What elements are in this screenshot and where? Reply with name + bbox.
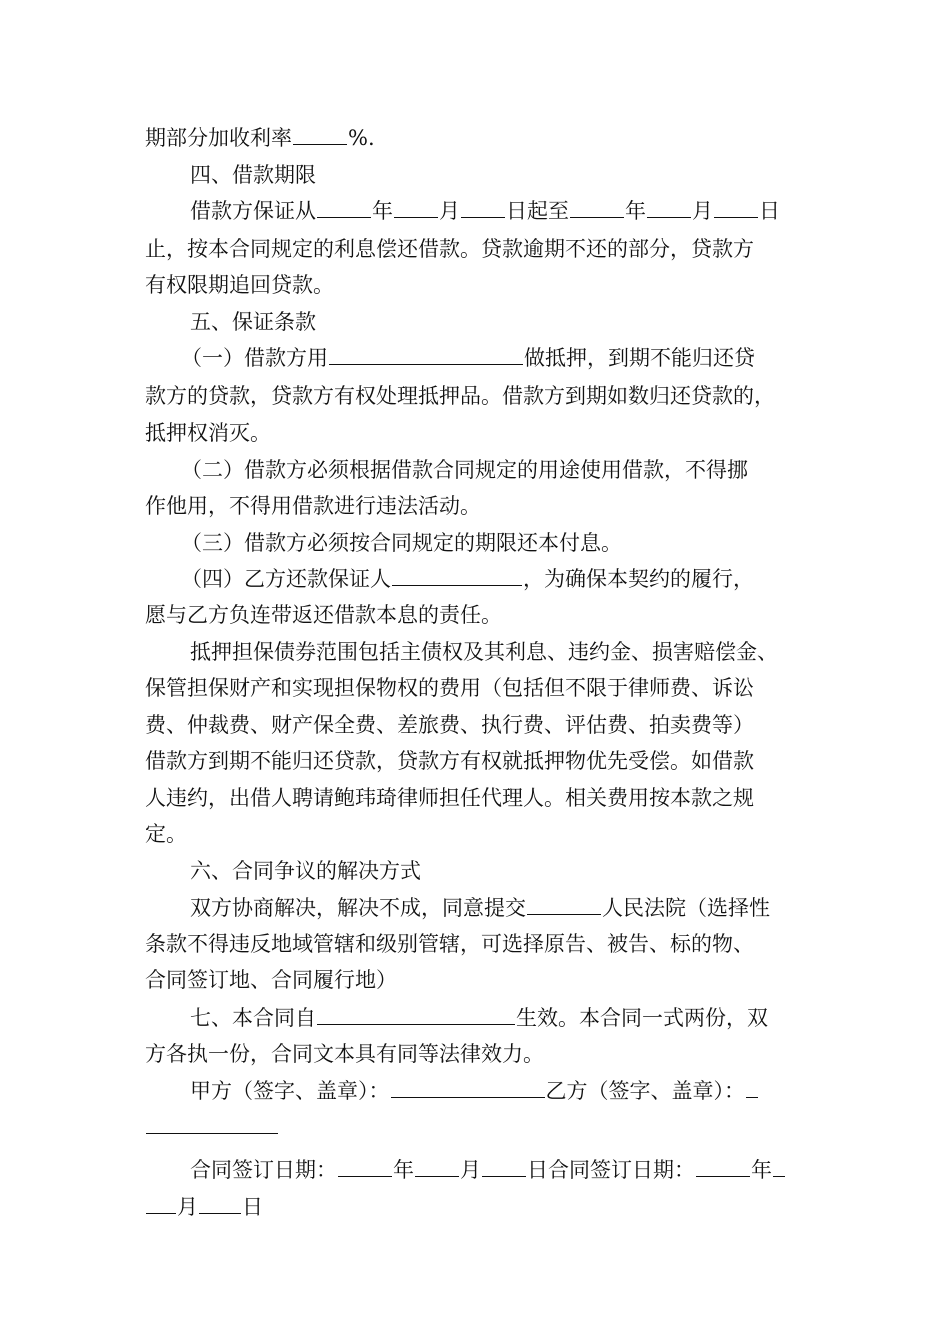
paragraph-line — [190, 890, 770, 926]
paragraph-line — [145, 743, 754, 779]
fill-blank — [415, 1154, 459, 1177]
text-segment: 双方协商解决，解决不成，同意提交 — [190, 896, 526, 920]
paragraph-line — [145, 670, 754, 706]
paragraph-line — [145, 378, 775, 414]
fill-blank — [394, 195, 438, 218]
text-segment: 止，按本合同规定的利息偿还借款。贷款逾期不还的部分，贷款方 — [145, 237, 754, 261]
text-segment: 有权限期追回贷款。 — [145, 273, 334, 297]
heading-text: 六、合同争议的解决方式 — [190, 859, 421, 883]
party-b-signature-blank-cont — [146, 1111, 278, 1134]
text-segment: 日 — [242, 1195, 263, 1219]
fill-blank — [338, 1154, 392, 1177]
party-b-label: 乙方（签字、盖章）： — [545, 1079, 745, 1103]
party-b-signature-blank — [746, 1075, 758, 1098]
text-segment: （一）借款方用 — [181, 346, 328, 370]
paragraph-line — [145, 962, 397, 998]
text-segment: 年 — [625, 199, 646, 223]
text-segment: 日合同签订日期： — [527, 1158, 695, 1182]
fill-blank — [773, 1154, 785, 1177]
text-segment: 月 — [460, 1158, 481, 1182]
text-segment: 保管担保财产和实现担保物权的费用（包括但不限于律师费、诉讼 — [145, 676, 754, 700]
text-segment: 人民法院（选择性 — [602, 896, 770, 920]
text-segment: 月 — [177, 1195, 198, 1219]
fill-blank — [647, 195, 691, 218]
text-segment: 人违约，出借人聘请鲍玮琦律师担任代理人。相关费用按本款之规 — [145, 786, 754, 810]
text-segment: 方各执一份，合同文本具有同等法律效力。 — [145, 1042, 544, 1066]
fill-blank — [199, 1191, 241, 1214]
text-segment: 日 — [759, 199, 780, 223]
text-segment: 抵押担保债券范围包括主债权及其利息、违约金、损害赔偿金、 — [190, 640, 778, 664]
text-segment: 年 — [393, 1158, 414, 1182]
text-segment: 合同签订日期： — [190, 1158, 337, 1182]
fill-blank — [317, 1002, 515, 1025]
text-segment: 年 — [751, 1158, 772, 1182]
party-a-label: 甲方（签字、盖章）： — [190, 1079, 390, 1103]
paragraph-line — [181, 340, 755, 376]
paragraph-line — [145, 926, 754, 962]
text-segment: 愿与乙方负连带返还借款本息的责任。 — [145, 603, 502, 627]
text-segment: 条款不得违反地域管辖和级别管辖，可选择原告、被告、标的物、 — [145, 932, 754, 956]
fill-blank — [527, 892, 601, 915]
paragraph-line — [145, 1036, 544, 1072]
paragraph-line — [145, 415, 271, 451]
text-segment: 七、本合同自 — [190, 1006, 316, 1030]
paragraph-line — [181, 561, 754, 597]
text-segment: （二）借款方必须根据借款合同规定的用途使用借款，不得挪 — [181, 458, 748, 482]
heading-text: 五、保证条款 — [190, 310, 316, 334]
section-heading — [190, 853, 421, 889]
fill-blank — [146, 1191, 176, 1214]
paragraph-line — [190, 193, 780, 229]
signature-continuation — [145, 1109, 279, 1145]
text-segment: 做抵押，到期不能归还贷 — [524, 346, 755, 370]
text-segment: 合同签订地、合同履行地） — [145, 968, 397, 992]
paragraph-line — [181, 452, 748, 488]
signature-line — [190, 1073, 759, 1109]
text-segment: 抵押权消灭。 — [145, 421, 271, 445]
fill-blank — [329, 342, 523, 365]
fill-blank — [570, 195, 624, 218]
text-segment: （四）乙方还款保证人 — [181, 567, 391, 591]
text-segment: 款方的贷款，贷款方有权处理抵押品。借款方到期如数归还贷款的， — [145, 384, 775, 408]
paragraph-line — [181, 525, 622, 561]
text-segment: 日起至 — [506, 199, 569, 223]
paragraph-line — [145, 816, 187, 852]
text-segment: 作他用，不得用借款进行违法活动。 — [145, 494, 481, 518]
text-segment: %. — [348, 126, 375, 150]
paragraph-line — [145, 707, 754, 743]
fill-blank — [293, 122, 347, 145]
text-segment: 费、仲裁费、财产保全费、差旅费、执行费、评估费、拍卖费等） — [145, 713, 754, 737]
party-a-signature-blank — [391, 1075, 545, 1098]
section-heading — [190, 304, 316, 340]
text-segment: 生效。本合同一式两份，双 — [516, 1006, 768, 1030]
paragraph-line — [145, 231, 754, 267]
text-segment: 年 — [372, 199, 393, 223]
section-heading — [190, 157, 316, 193]
paragraph-line — [190, 1000, 768, 1036]
paragraph-line — [145, 120, 375, 156]
text-segment: ，为确保本契约的履行， — [523, 567, 754, 591]
date-line-continuation — [145, 1189, 263, 1225]
paragraph-line — [145, 488, 481, 524]
paragraph-line — [145, 780, 754, 816]
text-segment: 月 — [439, 199, 460, 223]
text-segment: 定。 — [145, 822, 187, 846]
text-segment: 月 — [692, 199, 713, 223]
heading-text: 四、借款期限 — [190, 163, 316, 187]
text-segment: 期部分加收利率 — [145, 126, 292, 150]
text-segment: （三）借款方必须按合同规定的期限还本付息。 — [181, 531, 622, 555]
fill-blank — [392, 563, 522, 586]
fill-blank — [696, 1154, 750, 1177]
text-segment: 借款方到期不能归还贷款，贷款方有权就抵押物优先受偿。如借款 — [145, 749, 754, 773]
fill-blank — [461, 195, 505, 218]
paragraph-line — [145, 267, 334, 303]
text-segment: 借款方保证从 — [190, 199, 316, 223]
fill-blank — [714, 195, 758, 218]
date-line — [190, 1152, 786, 1188]
fill-blank — [482, 1154, 526, 1177]
fill-blank — [317, 195, 371, 218]
paragraph-line — [190, 634, 778, 670]
paragraph-line — [145, 597, 502, 633]
